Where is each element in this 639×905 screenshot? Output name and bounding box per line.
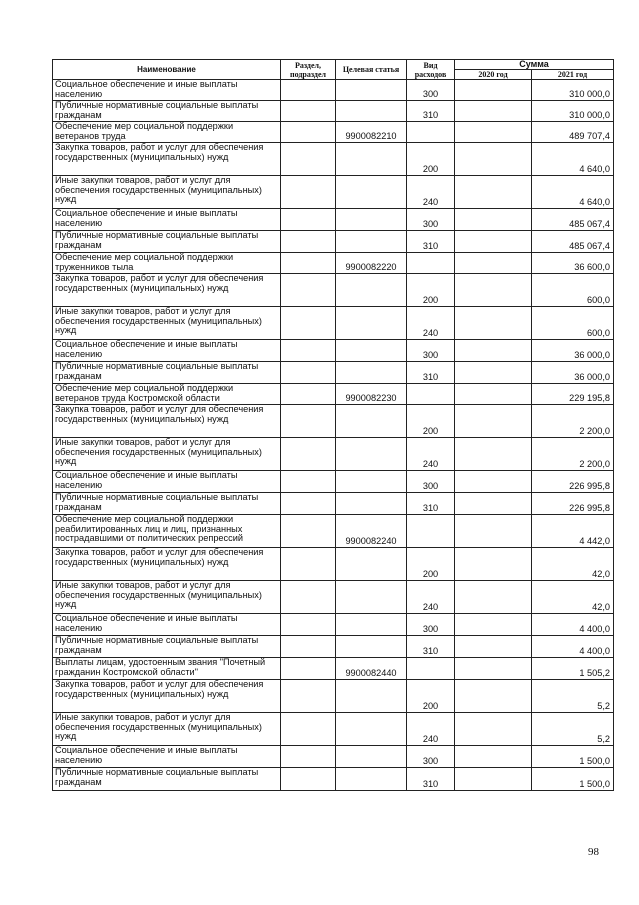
- table-row: [53, 101, 614, 122]
- table-row: [53, 493, 614, 515]
- row-name-cell: Иные закупки товаров, работ и услуг для обеспечения государственных (муниципальных) нужд: [53, 713, 281, 746]
- table-row: [53, 680, 614, 713]
- row-razdel-cell: [281, 438, 336, 471]
- row-razdel-cell: [281, 768, 336, 791]
- row-razdel-cell: [281, 581, 336, 614]
- row-celevaya-cell: [336, 614, 407, 636]
- row-celevaya-cell: 9900082210: [336, 122, 407, 143]
- row-vid-cell: [407, 658, 455, 680]
- row-name-cell: Социальное обеспечение и иные выплаты населению: [53, 209, 281, 231]
- row-name-cell: Закупка товаров, работ и услуг для обеспечения государственных (муниципальных) нужд: [53, 274, 281, 307]
- row-vid-cell: 200: [407, 274, 455, 307]
- row-amount-2021-cell: 42,0: [532, 581, 614, 614]
- row-celevaya-cell: [336, 548, 407, 581]
- row-name-cell: Публичные нормативные социальные выплаты гражданам: [53, 101, 281, 122]
- row-amount-2021-cell: 600,0: [532, 274, 614, 307]
- row-amount-2020-cell: [455, 471, 532, 493]
- row-vid-cell: 200: [407, 680, 455, 713]
- row-razdel-cell: [281, 384, 336, 405]
- row-vid-cell: 240: [407, 438, 455, 471]
- row-vid-cell: 200: [407, 548, 455, 581]
- row-razdel-cell: [281, 209, 336, 231]
- row-name-cell: Социальное обеспечение и иные выплаты населению: [53, 471, 281, 493]
- row-amount-2021-cell: 36 000,0: [532, 340, 614, 362]
- table-row: [53, 768, 614, 791]
- row-razdel-cell: [281, 680, 336, 713]
- row-amount-2020-cell: [455, 101, 532, 122]
- row-razdel-cell: [281, 143, 336, 176]
- row-name-cell: Публичные нормативные социальные выплаты гражданам: [53, 362, 281, 384]
- row-celevaya-cell: [336, 340, 407, 362]
- row-celevaya-cell: [336, 274, 407, 307]
- row-name-cell: Закупка товаров, работ и услуг для обеспечения государственных (муниципальных) нужд: [53, 548, 281, 581]
- table-row: [53, 713, 614, 746]
- row-vid-cell: 310: [407, 231, 455, 253]
- row-amount-2020-cell: [455, 746, 532, 768]
- table-row: [53, 636, 614, 658]
- header-vid: Вид расходов: [407, 60, 455, 80]
- row-amount-2020-cell: [455, 80, 532, 101]
- row-amount-2020-cell: [455, 274, 532, 307]
- row-amount-2020-cell: [455, 362, 532, 384]
- row-amount-2021-cell: 4 442,0: [532, 515, 614, 548]
- row-vid-cell: 310: [407, 493, 455, 515]
- row-vid-cell: 300: [407, 746, 455, 768]
- row-amount-2021-cell: 4 400,0: [532, 614, 614, 636]
- row-name-cell: Социальное обеспечение и иные выплаты населению: [53, 80, 281, 101]
- row-razdel-cell: [281, 231, 336, 253]
- row-vid-cell: 310: [407, 636, 455, 658]
- row-vid-cell: [407, 515, 455, 548]
- row-vid-cell: 240: [407, 307, 455, 340]
- row-amount-2020-cell: [455, 307, 532, 340]
- row-amount-2021-cell: 600,0: [532, 307, 614, 340]
- row-amount-2021-cell: 489 707,4: [532, 122, 614, 143]
- row-razdel-cell: [281, 362, 336, 384]
- row-name-cell: Обеспечение мер социальной поддержки труженников тыла: [53, 253, 281, 274]
- row-vid-cell: 300: [407, 80, 455, 101]
- row-amount-2021-cell: 1 500,0: [532, 746, 614, 768]
- row-vid-cell: [407, 384, 455, 405]
- row-celevaya-cell: [336, 636, 407, 658]
- row-amount-2021-cell: 36 000,0: [532, 362, 614, 384]
- row-celevaya-cell: [336, 471, 407, 493]
- row-name-cell: Иные закупки товаров, работ и услуг для обеспечения государственных (муниципальных) нужд: [53, 307, 281, 340]
- row-amount-2021-cell: 4 640,0: [532, 143, 614, 176]
- row-amount-2020-cell: [455, 713, 532, 746]
- row-razdel-cell: [281, 636, 336, 658]
- row-name-cell: Обеспечение мер социальной поддержки ветеранов труда Костромской области: [53, 384, 281, 405]
- table-row: [53, 658, 614, 680]
- row-amount-2020-cell: [455, 405, 532, 438]
- row-amount-2021-cell: 2 200,0: [532, 405, 614, 438]
- row-vid-cell: [407, 122, 455, 143]
- row-razdel-cell: [281, 548, 336, 581]
- row-amount-2020-cell: [455, 209, 532, 231]
- table-row: [53, 438, 614, 471]
- row-amount-2020-cell: [455, 636, 532, 658]
- budget-table-container: [52, 59, 613, 791]
- row-celevaya-cell: [336, 307, 407, 340]
- row-vid-cell: 300: [407, 340, 455, 362]
- row-vid-cell: 300: [407, 471, 455, 493]
- table-row: [53, 614, 614, 636]
- row-celevaya-cell: [336, 209, 407, 231]
- row-amount-2021-cell: 1 500,0: [532, 768, 614, 791]
- table-row: [53, 274, 614, 307]
- row-razdel-cell: [281, 253, 336, 274]
- row-amount-2020-cell: [455, 493, 532, 515]
- row-amount-2020-cell: [455, 143, 532, 176]
- row-amount-2021-cell: 310 000,0: [532, 101, 614, 122]
- row-amount-2021-cell: 485 067,4: [532, 231, 614, 253]
- budget-table: [52, 59, 614, 791]
- row-amount-2020-cell: [455, 438, 532, 471]
- row-amount-2020-cell: [455, 384, 532, 405]
- header-summa: Сумма: [455, 60, 614, 70]
- row-vid-cell: 300: [407, 614, 455, 636]
- row-name-cell: Публичные нормативные социальные выплаты гражданам: [53, 493, 281, 515]
- row-vid-cell: 310: [407, 362, 455, 384]
- row-amount-2021-cell: 229 195,8: [532, 384, 614, 405]
- table-row: [53, 231, 614, 253]
- row-amount-2021-cell: 485 067,4: [532, 209, 614, 231]
- row-amount-2020-cell: [455, 340, 532, 362]
- table-row: [53, 176, 614, 209]
- table-row: [53, 122, 614, 143]
- row-celevaya-cell: [336, 680, 407, 713]
- table-row: [53, 80, 614, 101]
- row-celevaya-cell: [336, 746, 407, 768]
- row-vid-cell: 200: [407, 143, 455, 176]
- row-razdel-cell: [281, 614, 336, 636]
- row-name-cell: Закупка товаров, работ и услуг для обеспечения государственных (муниципальных) нужд: [53, 143, 281, 176]
- row-name-cell: Иные закупки товаров, работ и услуг для обеспечения государственных (муниципальных) нужд: [53, 176, 281, 209]
- row-amount-2020-cell: [455, 176, 532, 209]
- row-razdel-cell: [281, 713, 336, 746]
- row-name-cell: Иные закупки товаров, работ и услуг для обеспечения государственных (муниципальных) нужд: [53, 581, 281, 614]
- table-row: [53, 405, 614, 438]
- table-row: [53, 307, 614, 340]
- header-name: Наименование: [53, 60, 281, 80]
- row-amount-2021-cell: 226 995,8: [532, 471, 614, 493]
- row-razdel-cell: [281, 658, 336, 680]
- row-celevaya-cell: 9900082220: [336, 253, 407, 274]
- table-row: [53, 253, 614, 274]
- row-celevaya-cell: 9900082230: [336, 384, 407, 405]
- row-amount-2020-cell: [455, 122, 532, 143]
- row-razdel-cell: [281, 122, 336, 143]
- row-name-cell: Социальное обеспечение и иные выплаты населению: [53, 614, 281, 636]
- table-row: [53, 746, 614, 768]
- row-name-cell: Социальное обеспечение и иные выплаты населению: [53, 340, 281, 362]
- row-vid-cell: [407, 253, 455, 274]
- row-celevaya-cell: [336, 768, 407, 791]
- row-celevaya-cell: [336, 231, 407, 253]
- row-name-cell: Публичные нормативные социальные выплаты гражданам: [53, 231, 281, 253]
- row-razdel-cell: [281, 274, 336, 307]
- table-body: [53, 80, 614, 791]
- row-amount-2021-cell: 4 640,0: [532, 176, 614, 209]
- row-celevaya-cell: [336, 405, 407, 438]
- header-razdel: Раздел, подраздел: [281, 60, 336, 80]
- row-name-cell: Закупка товаров, работ и услуг для обеспечения государственных (муниципальных) нужд: [53, 680, 281, 713]
- row-amount-2021-cell: 226 995,8: [532, 493, 614, 515]
- row-razdel-cell: [281, 101, 336, 122]
- row-amount-2020-cell: [455, 680, 532, 713]
- row-name-cell: Закупка товаров, работ и услуг для обеспечения государственных (муниципальных) нужд: [53, 405, 281, 438]
- table-row: [53, 581, 614, 614]
- row-celevaya-cell: [336, 80, 407, 101]
- row-amount-2021-cell: 2 200,0: [532, 438, 614, 471]
- row-amount-2021-cell: 42,0: [532, 548, 614, 581]
- row-celevaya-cell: [336, 581, 407, 614]
- page-number: 98: [588, 846, 599, 858]
- row-vid-cell: 310: [407, 101, 455, 122]
- row-celevaya-cell: [336, 176, 407, 209]
- row-name-cell: Выплаты лицам, удостоенным звания "Почетный гражданин Костромской области": [53, 658, 281, 680]
- table-row: [53, 143, 614, 176]
- row-amount-2021-cell: 310 000,0: [532, 80, 614, 101]
- table-row: [53, 471, 614, 493]
- row-amount-2021-cell: 5,2: [532, 713, 614, 746]
- row-celevaya-cell: 9900082440: [336, 658, 407, 680]
- row-amount-2021-cell: 4 400,0: [532, 636, 614, 658]
- row-vid-cell: 240: [407, 581, 455, 614]
- header-year-2021: 2021 год: [532, 70, 614, 80]
- row-vid-cell: 200: [407, 405, 455, 438]
- table-row: [53, 548, 614, 581]
- table-row: [53, 209, 614, 231]
- row-celevaya-cell: [336, 713, 407, 746]
- row-razdel-cell: [281, 340, 336, 362]
- row-vid-cell: 310: [407, 768, 455, 791]
- row-name-cell: Публичные нормативные социальные выплаты гражданам: [53, 768, 281, 791]
- row-razdel-cell: [281, 493, 336, 515]
- row-amount-2020-cell: [455, 253, 532, 274]
- row-amount-2020-cell: [455, 768, 532, 791]
- row-razdel-cell: [281, 471, 336, 493]
- row-celevaya-cell: [336, 362, 407, 384]
- row-amount-2020-cell: [455, 658, 532, 680]
- row-celevaya-cell: 9900082240: [336, 515, 407, 548]
- row-amount-2020-cell: [455, 581, 532, 614]
- row-vid-cell: 240: [407, 176, 455, 209]
- row-vid-cell: 240: [407, 713, 455, 746]
- row-name-cell: Обеспечение мер социальной поддержки реабилитированных лиц и лиц, признанных пострадавшими от политических репрессий: [53, 515, 281, 548]
- row-razdel-cell: [281, 176, 336, 209]
- row-amount-2021-cell: 5,2: [532, 680, 614, 713]
- table-row: [53, 515, 614, 548]
- header-year-2020: 2020 год: [455, 70, 532, 80]
- row-razdel-cell: [281, 405, 336, 438]
- header-celevaya: Целевая статья: [336, 60, 407, 80]
- row-name-cell: Социальное обеспечение и иные выплаты населению: [53, 746, 281, 768]
- table-row: [53, 340, 614, 362]
- table-row: [53, 362, 614, 384]
- table-row: [53, 384, 614, 405]
- row-razdel-cell: [281, 746, 336, 768]
- row-name-cell: Публичные нормативные социальные выплаты гражданам: [53, 636, 281, 658]
- row-vid-cell: 300: [407, 209, 455, 231]
- row-amount-2021-cell: 36 600,0: [532, 253, 614, 274]
- row-celevaya-cell: [336, 143, 407, 176]
- row-amount-2020-cell: [455, 515, 532, 548]
- row-razdel-cell: [281, 515, 336, 548]
- row-name-cell: Обеспечение мер социальной поддержки ветеранов труда: [53, 122, 281, 143]
- row-celevaya-cell: [336, 101, 407, 122]
- row-celevaya-cell: [336, 493, 407, 515]
- row-razdel-cell: [281, 80, 336, 101]
- row-amount-2020-cell: [455, 231, 532, 253]
- row-amount-2020-cell: [455, 614, 532, 636]
- row-razdel-cell: [281, 307, 336, 340]
- row-amount-2021-cell: 1 505,2: [532, 658, 614, 680]
- row-amount-2020-cell: [455, 548, 532, 581]
- row-name-cell: Иные закупки товаров, работ и услуг для обеспечения государственных (муниципальных) нужд: [53, 438, 281, 471]
- table-header: [53, 60, 614, 80]
- row-celevaya-cell: [336, 438, 407, 471]
